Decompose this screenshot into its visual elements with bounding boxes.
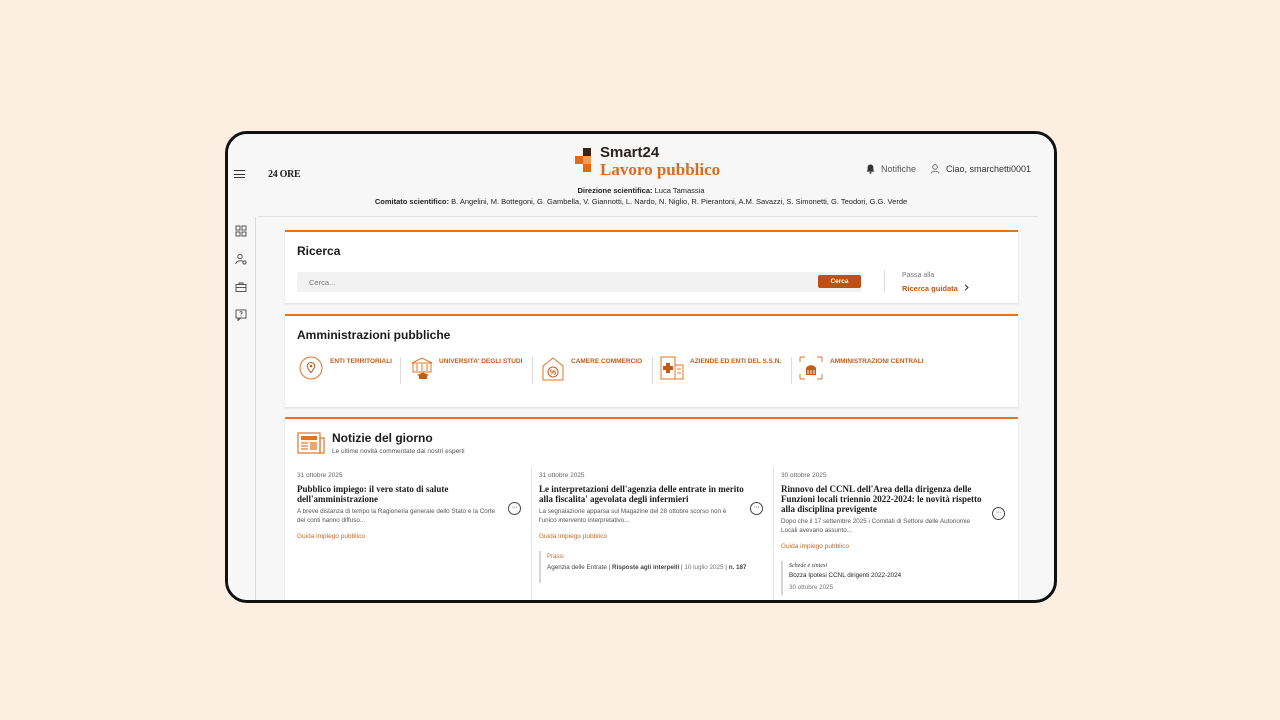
government-icon: [798, 355, 824, 381]
category-divider: [400, 357, 401, 384]
search-card: [285, 230, 1018, 303]
scientific-direction: Direzione scientifica: Luca Tamassia: [577, 186, 705, 195]
administrations-title: Amministrazioni pubbliche: [297, 328, 451, 342]
more-options-icon[interactable]: ···: [750, 502, 763, 515]
sidebar: [228, 217, 256, 600]
search-divider: [884, 270, 885, 292]
related-document[interactable]: [781, 561, 999, 595]
related-title: Bozza Ipotesi CCNL dirigenti 2022-2024: [789, 572, 902, 579]
category-divider: [791, 357, 792, 384]
related-category: Prassi: [547, 554, 564, 560]
news-headline[interactable]: Le interpretazioni dell'agenzia delle entrate in merito alla fiscalita' agevolata degli infermieri: [539, 484, 744, 504]
university-icon: [409, 355, 435, 381]
news-excerpt: Dopo che il 17 settembre 2025 i Comitati di Settore delle Autonomie Locali avevano assunto...: [781, 518, 971, 534]
user-icon: [930, 164, 940, 174]
related-document[interactable]: [539, 551, 757, 583]
category-aziende-ssn[interactable]: [659, 355, 794, 383]
related-category: Schede e sintesi: [789, 563, 827, 569]
news-item[interactable]: [297, 467, 525, 603]
news-date: 30 ottobre 2025: [781, 472, 827, 479]
category-label: CAMERE COMMERCIO: [571, 358, 643, 365]
category-divider: [652, 357, 653, 384]
related-reference: Agenzia delle Entrate | Risposte agli interpelli | 10 luglio 2025 | n. 187: [547, 564, 747, 571]
news-date: 31 ottobre 2025: [539, 472, 585, 479]
news-excerpt: La segnalazione apparsa sul Magazine del 28 ottobre scorso non è l'unico intervento interpretativo...: [539, 508, 727, 524]
category-divider: [532, 357, 533, 384]
search-title: Ricerca: [297, 244, 341, 258]
guided-search-link[interactable]: [902, 284, 969, 293]
dashboard-icon[interactable]: [235, 225, 247, 237]
header-divider: [258, 216, 1038, 217]
logo-subtitle: Lavoro pubblico: [600, 160, 721, 179]
column-divider: [531, 467, 532, 602]
category-label: UNIVERSITA' DEGLI STUDI: [439, 358, 523, 365]
logo-title: Smart24: [600, 144, 660, 161]
news-headline[interactable]: Pubblico impiego: il vero stato di salute dell'amministrazione: [297, 484, 449, 504]
menu-icon[interactable]: [234, 170, 245, 178]
device-frame: [225, 131, 1057, 603]
user-menu[interactable]: [930, 164, 1031, 174]
column-divider: [773, 467, 774, 602]
smart24-logo-icon: [574, 145, 598, 179]
map-pin-icon: [298, 355, 324, 381]
category-universita[interactable]: [409, 355, 529, 383]
user-settings-icon[interactable]: [235, 253, 247, 265]
news-item[interactable]: [781, 467, 1009, 603]
bell-icon: [866, 164, 875, 174]
more-options-icon[interactable]: ···: [992, 507, 1005, 520]
search-button[interactable]: Cerca: [818, 275, 861, 288]
user-greeting: Ciao, smarchetti0001: [946, 164, 1032, 174]
newspaper-icon: [297, 432, 325, 456]
app-header: [228, 134, 1054, 212]
news-item[interactable]: [539, 467, 767, 603]
news-excerpt: A breve distanza di tempo la Ragioneria generale dello Stato e la Corte dei conti hanno diffuso...: [297, 508, 496, 524]
notifications-button[interactable]: [866, 164, 916, 174]
category-label: AMMINISTRAZIONI CENTRALI: [830, 358, 924, 365]
administrations-card: [285, 314, 1018, 407]
search-input[interactable]: [297, 272, 821, 292]
search-box: [297, 272, 862, 292]
health-icon: [659, 355, 685, 381]
news-tag[interactable]: Guida impiego pubblico: [781, 543, 849, 550]
more-options-icon[interactable]: ···: [508, 502, 521, 515]
brand-24ore-logo[interactable]: 24 ORE: [268, 169, 301, 180]
svg-text:%: %: [549, 369, 557, 377]
news-tag[interactable]: Guida impiego pubblico: [297, 533, 365, 540]
news-headline[interactable]: Rinnovo del CCNL dell'Area della dirigenza delle Funzioni locali triennio 2022-2024: le novità rispetto alla disciplina previgente: [781, 484, 982, 514]
news-subtitle: Le ultime novità commentate dai nostri esperti: [332, 448, 465, 455]
related-date: 30 ottobre 2025: [789, 584, 834, 591]
category-label: AZIENDE ED ENTI DEL S.S.N.: [690, 358, 782, 365]
notifications-label: Notifiche: [881, 164, 917, 174]
commerce-icon: [540, 355, 566, 381]
chevron-right-icon: [964, 284, 969, 291]
news-card: [285, 417, 1018, 603]
switch-label: Passa alla: [902, 272, 935, 279]
category-amministrazioni-centrali[interactable]: [798, 355, 938, 383]
news-date: 31 ottobre 2025: [297, 472, 343, 479]
briefcase-icon[interactable]: [235, 281, 247, 293]
help-chat-icon[interactable]: [235, 309, 247, 321]
category-camere-commercio[interactable]: [540, 355, 652, 383]
category-enti-territoriali[interactable]: [298, 355, 398, 383]
scientific-committee: Comitato scientifico: B. Angelini, M. Bottegoni, G. Gambella, V. Giannotti, L. Nardo, N. Niglio, R. Pierantoni, A.M. Savazzi, S. Simonetti, G. Teodori, G.G. Verde: [374, 197, 908, 206]
news-title: Notizie del giorno: [332, 431, 433, 445]
news-tag[interactable]: Guida impiego pubblico: [539, 533, 607, 540]
category-label: ENTI TERRITORIALI: [330, 358, 392, 365]
guided-search-label: Ricerca guidata: [902, 284, 958, 293]
